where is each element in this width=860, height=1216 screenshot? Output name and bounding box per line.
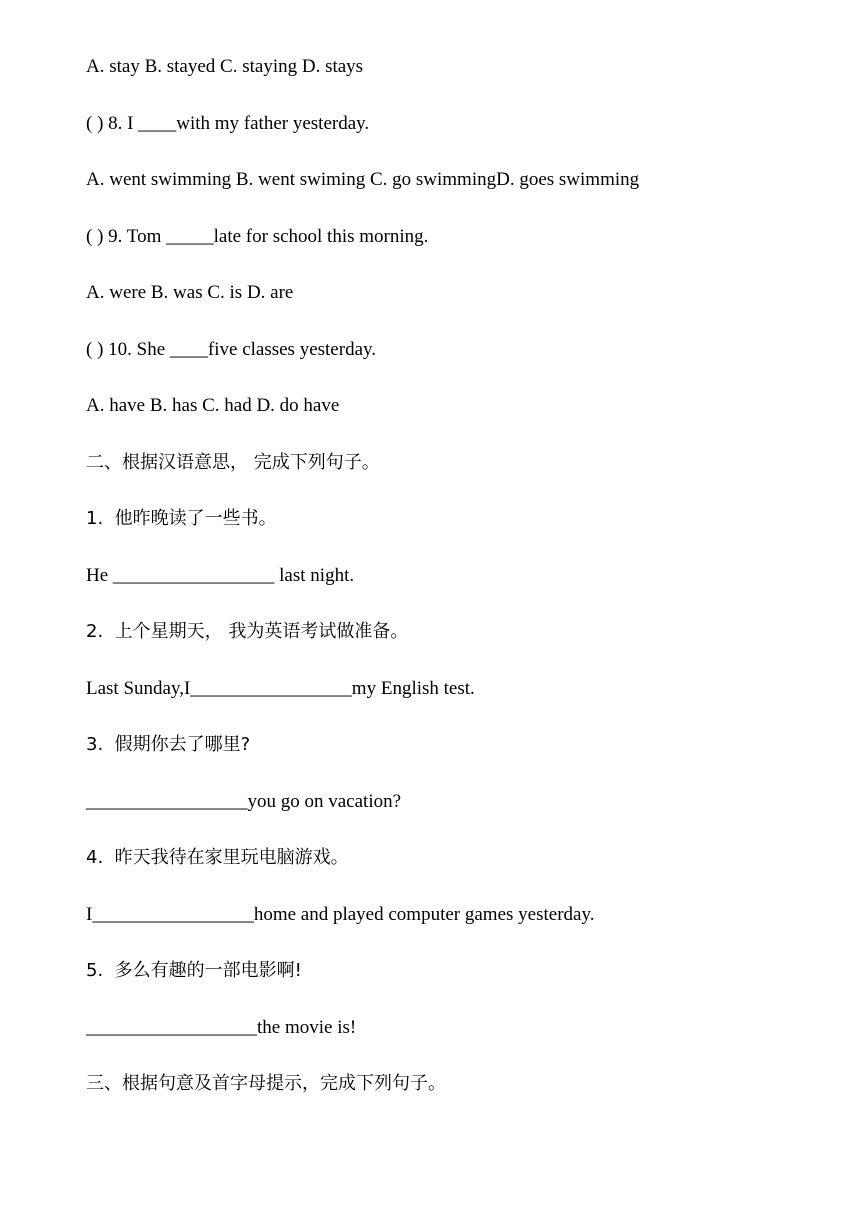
- section-2-item-3-answer: _________________you go on vacation?: [86, 791, 402, 812]
- section-2-item-2-prompt: 2. 上个星期天， 我为英语考试做准备。: [86, 621, 409, 642]
- section-3-heading: 三、根据句意及首字母提示，完成下列句子。: [86, 1073, 446, 1094]
- question-8-options: A. went swimming B. went swiming C. go swimmingD. goes swimming: [86, 169, 640, 190]
- section-2-item-3-prompt: 3. 假期你去了哪里?: [86, 734, 251, 755]
- question-10-options: A. have B. has C. had D. do have: [86, 395, 340, 416]
- question-7-options: A. stay B. stayed C. staying D. stays: [86, 56, 364, 77]
- question-9-options: A. were B. was C. is D. are: [86, 282, 294, 303]
- question-8: ( ) 8. I ____with my father yesterday.: [86, 113, 370, 134]
- section-2-heading: 二、根据汉语意思， 完成下列句子。: [86, 452, 380, 473]
- section-2-item-2-answer: Last Sunday,I_________________my English test.: [86, 678, 475, 699]
- section-2-item-5-answer: __________________the movie is!: [86, 1017, 357, 1038]
- section-2-item-4-prompt: 4. 昨天我待在家里玩电脑游戏。: [86, 847, 349, 868]
- question-10: ( ) 10. She ____five classes yesterday.: [86, 339, 377, 360]
- section-2-item-1-answer: He _________________ last night.: [86, 565, 355, 586]
- question-9: ( ) 9. Tom _____late for school this morning.: [86, 226, 429, 247]
- section-2-item-4-answer: I_________________home and played computer games yesterday.: [86, 904, 595, 925]
- section-2-item-5-prompt: 5. 多么有趣的一部电影啊!: [86, 960, 302, 981]
- section-2-item-1-prompt: 1. 他昨晚读了一些书。: [86, 508, 277, 529]
